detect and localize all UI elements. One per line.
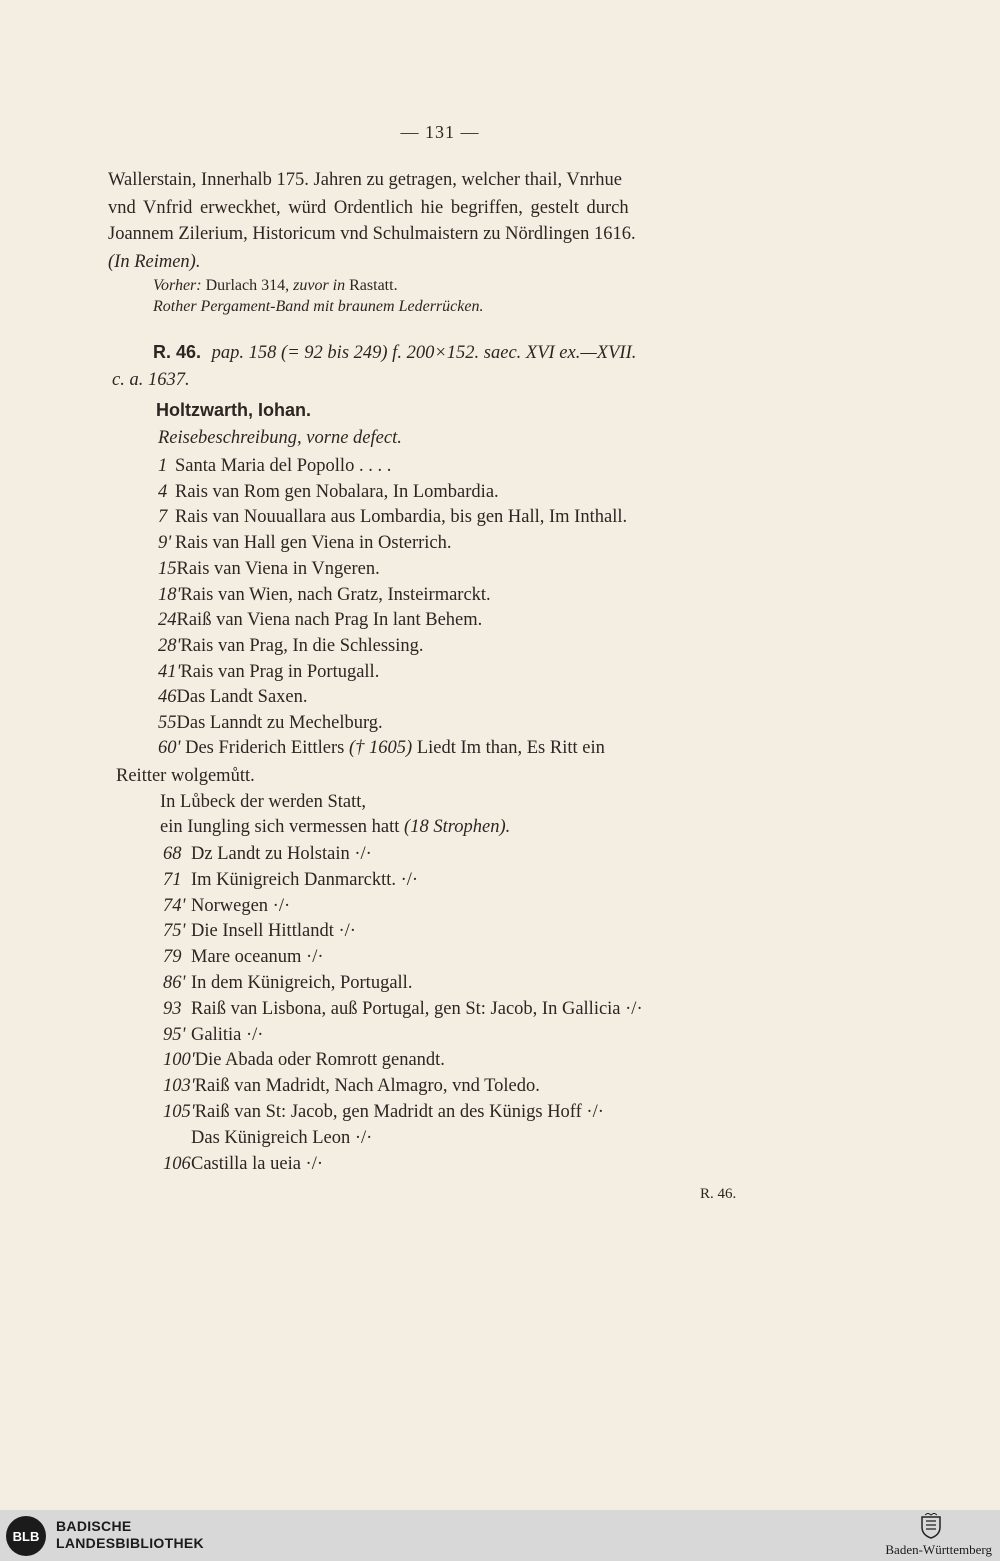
folio-number: 46 [158,687,177,708]
list-item [158,634,424,658]
list-item [163,1048,445,1072]
record-author: Holtzwarth, Iohan. [156,400,311,420]
folio-number: 71 [163,869,182,890]
library-footer-bar [0,1510,1000,1561]
entry-text: Rais van Prag in Portugall. [180,661,380,682]
list-item [163,971,412,995]
list-item [158,557,380,581]
folio-number: 74' [163,895,186,916]
record-header [153,340,636,365]
folio-number: 28' [158,635,181,656]
folio-number: 68 [163,844,182,864]
folio-number: 24 [158,610,177,631]
folio-number: 1 [158,456,168,476]
song-pre: Des Friderich Eittlers [185,738,345,758]
entry-text: Norwegen ·/· [191,895,291,916]
entry-text: Dz Landt zu Holstain ·/· [191,844,372,864]
library-name-line-2: LANDESBIBLIOTHEK [56,1535,204,1551]
folio-number: 7 [158,507,168,528]
list-item [163,1152,323,1176]
list-item [158,660,379,684]
entry-text: Galitia ·/· [191,1024,264,1045]
song-continuation: Reitter wolgemůtt. [116,766,255,786]
entry-text: Rais van Viena in Vngeren. [176,558,380,579]
record-title: Reisebeschreibung, vorne defect. [158,428,402,448]
song-strophen: (18 Strophen). [404,817,511,837]
entry-text: Die Abada oder Romrott genandt. [194,1050,445,1071]
entry-text: Rais van Nouuallara aus Lombardia, bis gen Hall, Im Inthall. [175,507,628,528]
intro-line-3: Joannem Zilerium, Historicum vnd Schulmaistern zu Nördlingen 1616. [108,224,636,244]
list-item [163,894,290,918]
vorher-zuvor: zuvor in [293,277,346,294]
folio-number: 79 [163,947,182,968]
folio-number: 4 [158,481,168,502]
folio-number: 41' [158,661,181,682]
vorher-place: Rastatt. [349,277,398,294]
list-item [163,997,643,1021]
state-name: Baden-Württemberg [885,1542,992,1557]
entry-text: Castilla la ueia ·/· [191,1153,324,1174]
page-number: — 131 — [400,122,480,142]
list-item [158,454,391,478]
list-item [158,608,482,632]
song-verse-2 [160,815,510,839]
list-item [163,1100,604,1124]
record-id: R. 46. [153,342,202,362]
list-item [158,505,627,529]
entry-text: Rais van Hall gen Viena in Osterrich. [175,533,452,554]
entry-text: Das Landt Saxen. [176,687,308,708]
intro-line-1: Wallerstain, Innerhalb 175. Jahren zu getragen, welcher thail, Vnrhue [108,170,622,190]
folio-number: 100' [163,1050,195,1071]
folio-number: 106 [163,1153,191,1174]
song-folio: 60' [158,738,181,758]
list-item [163,1023,263,1047]
blb-logo: BLB [6,1516,46,1556]
entry-text: In dem Künigreich, Portugall. [191,973,413,993]
list-item [158,685,308,709]
folio-number: 18' [158,584,181,605]
intro-line-4: (In Reimen). [108,252,201,272]
list-item [163,868,418,892]
folio-number: 9' [158,533,172,554]
folio-number: 55 [158,713,177,733]
list-item [163,919,356,943]
list-item [163,842,372,866]
entry-text: Rais van Prag, In die Schlessing. [180,635,424,656]
folio-number: 105' [163,1102,195,1122]
song-verse-1: In Lůbeck der werden Statt, [160,792,366,812]
song-post: Liedt Im than, Es Ritt ein [416,738,605,758]
entry-text: Mare oceanum ·/· [191,947,324,968]
folio-number: 15 [158,558,177,579]
entry-text: Raiß van Madridt, Nach Almagro, vnd Toledo. [194,1076,540,1097]
vorher-label: Vorher: [153,277,202,294]
folio-number: 86' [163,973,186,993]
entry-text: Rais van Wien, nach Gratz, Insteirmarckt. [180,584,491,605]
library-name [56,1518,204,1552]
entry-text: Das Künigreich Leon ·/· [191,1127,373,1148]
entry-text: Die Insell Hittlandt ·/· [191,921,356,942]
folio-number: 103' [163,1076,195,1097]
song-verse-2-text: ein Iungling sich vermessen hatt [160,817,400,837]
binding-note: Rother Pergament-Band mit braunem Lederrücken. [153,298,484,315]
entry-text: Raiß van Lisbona, auß Portugal, gen St: Jacob, In Gallicia ·/· [191,998,643,1019]
entry-text: Raiß van St: Jacob, gen Madridt an des Künigs Hoff ·/· [194,1102,604,1122]
folio-number: 75' [163,921,186,942]
entry-text: Das Lanndt zu Mechelburg. [176,713,383,733]
intro-line-2: vnd Vnfrid erweckhet, würd Ordentlich hie begriffen, gestelt durch [108,198,629,218]
song-dates: († 1605) [348,738,413,758]
list-item [163,1074,540,1098]
library-name-line-1: BADISCHE [56,1518,132,1534]
coat-of-arms-icon [920,1513,942,1539]
list-item [163,1126,372,1150]
entry-text: Rais van Rom gen Nobalara, In Lombardia. [175,481,499,502]
entry-text: Im Künigreich Danmarcktt. ·/· [191,869,419,890]
vorher-text: Durlach 314, [205,277,290,294]
list-item [158,531,452,555]
list-item [158,711,383,735]
entry-text: Santa Maria del Popollo . . . . [175,456,392,476]
list-item [158,583,491,607]
entry-text: Raiß van Viena nach Prag In lant Behem. [176,610,483,631]
list-item [163,945,324,969]
folio-number: 93 [163,998,182,1019]
page-footer-reference: R. 46. [700,1186,737,1202]
record-date: c. a. 1637. [112,370,190,390]
song-entry [158,736,605,760]
folio-number: 95' [163,1024,186,1045]
record-description: pap. 158 (= 92 bis 249) f. 200×152. saec. XVI ex.—XVII. [211,343,637,363]
list-item [158,480,499,504]
